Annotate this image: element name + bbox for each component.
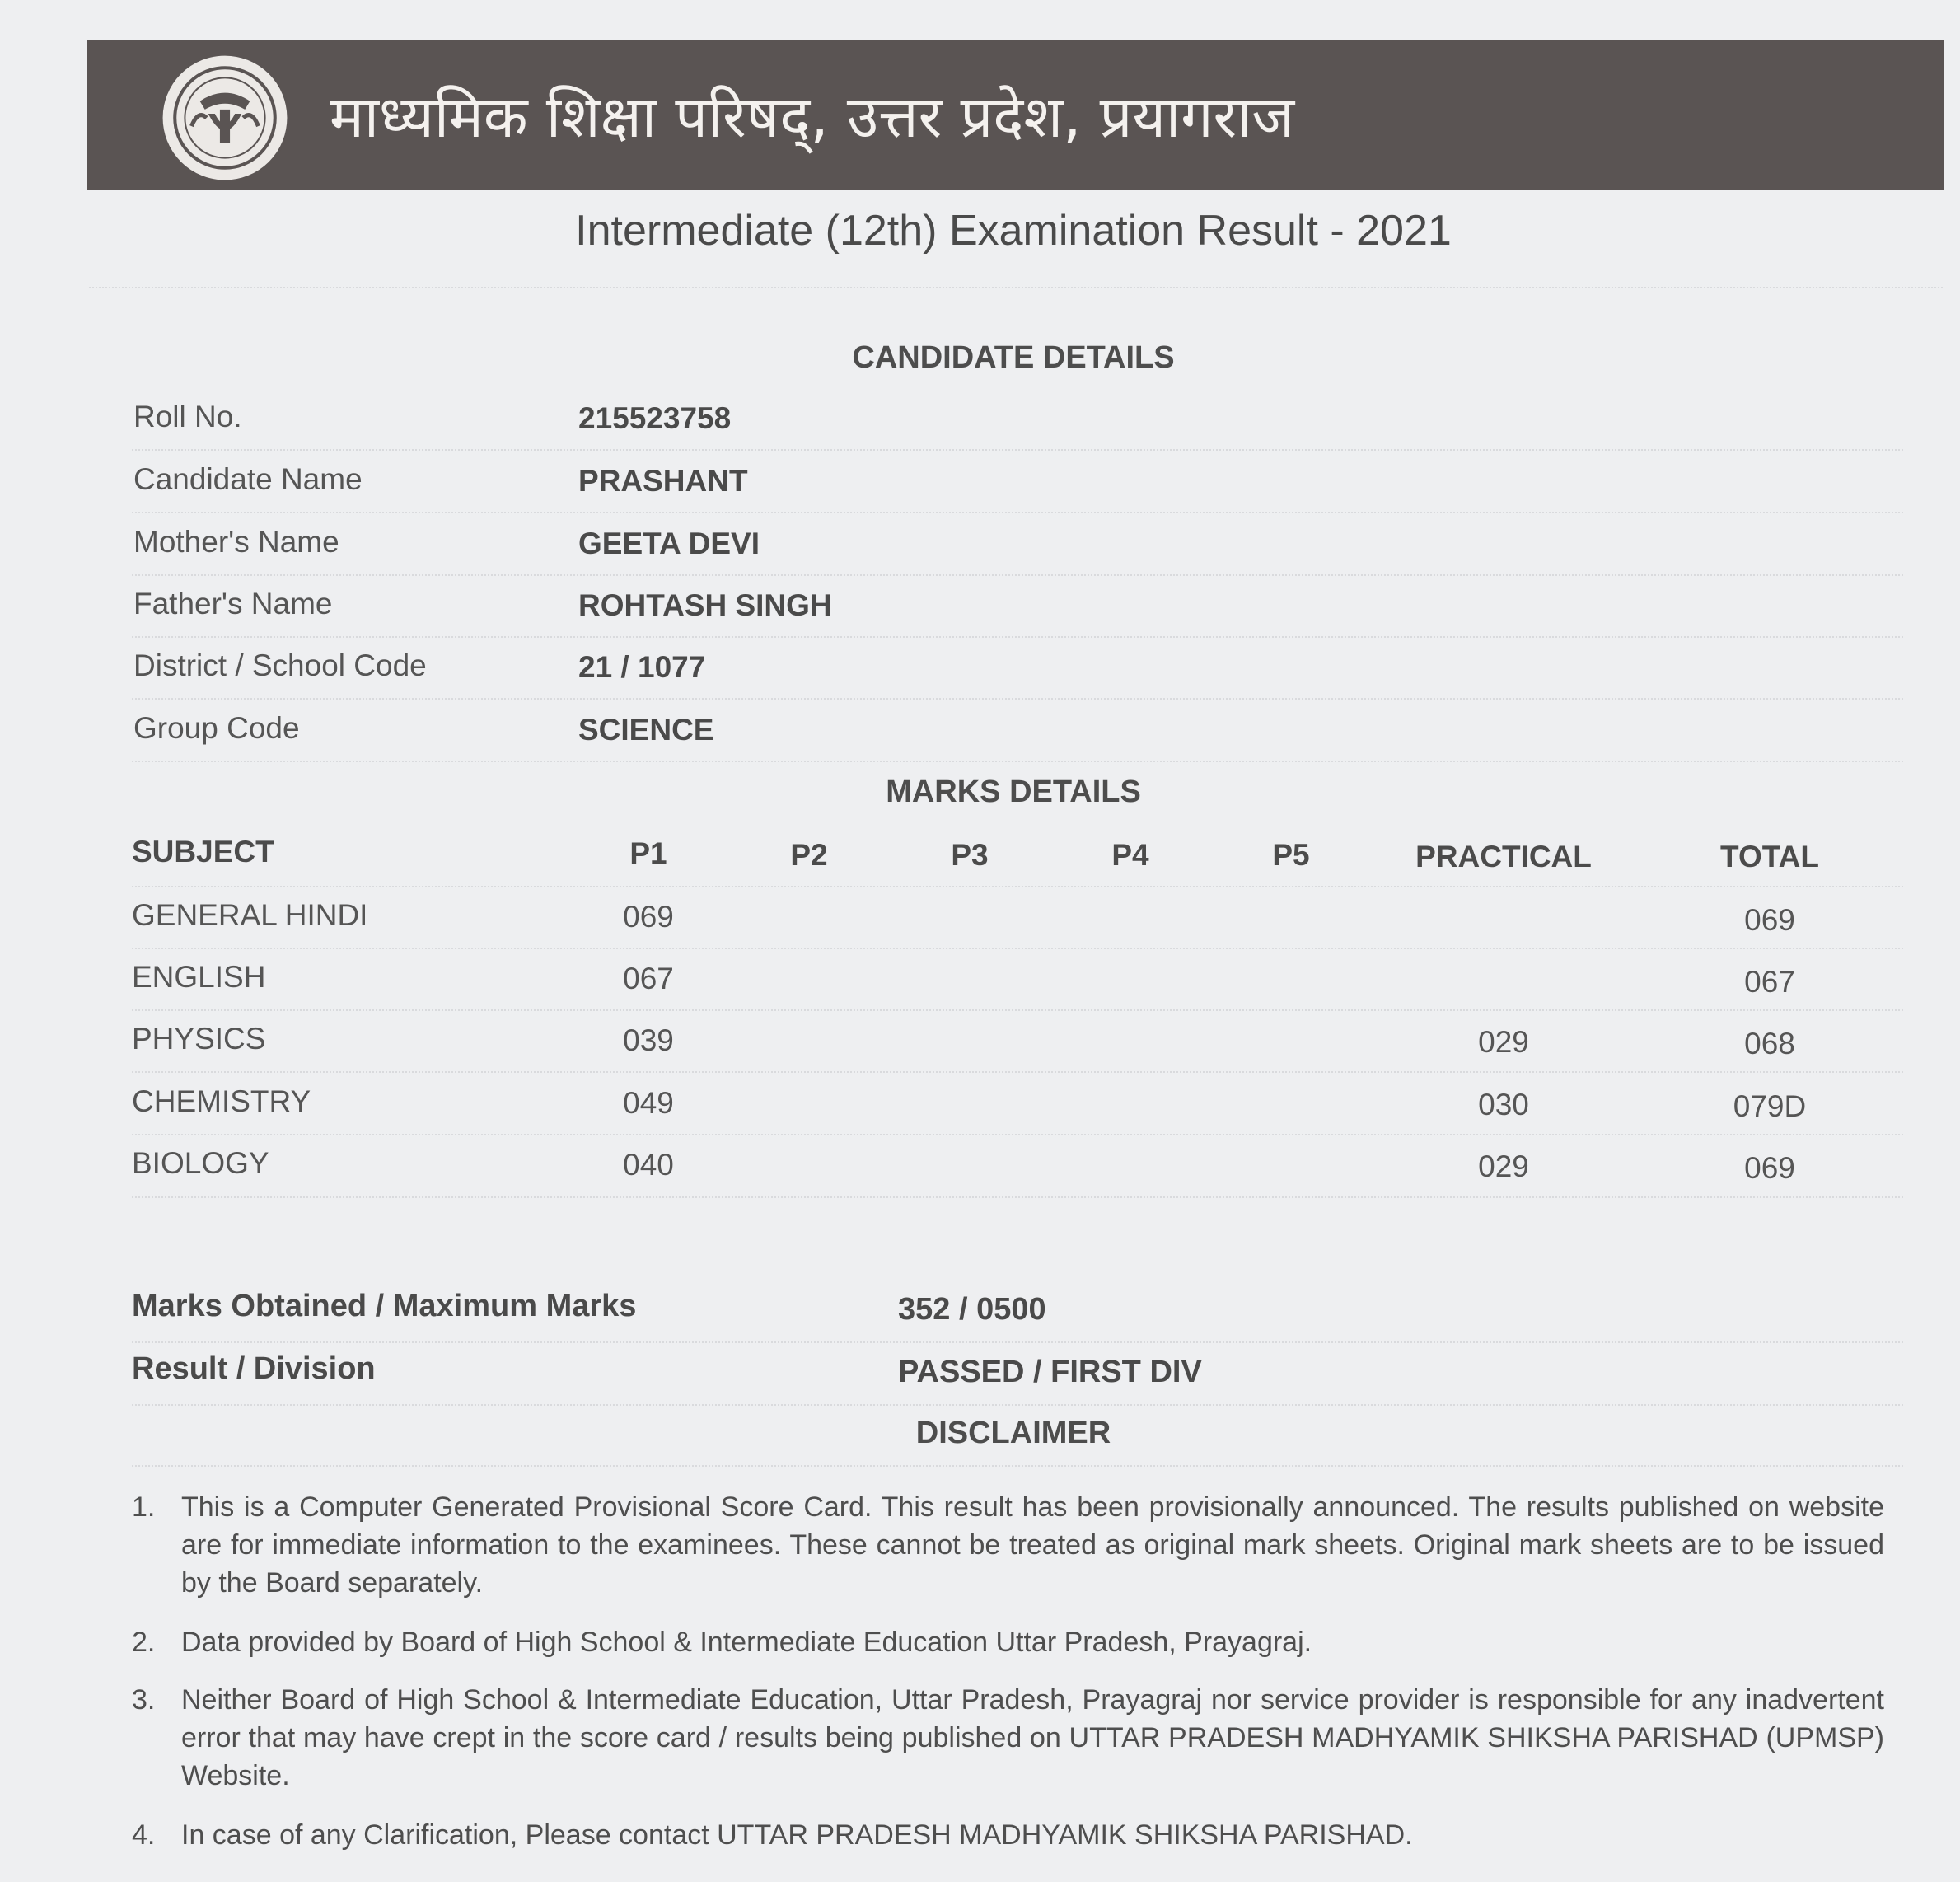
- column-header-p5: P5: [1272, 838, 1310, 872]
- list-item-text: Neither Board of High School & Intermediate Education, Uttar Pradesh, Prayagraj nor service provider is responsible for any inadvertent error that may have crept in the score card / results being published on UTTAR PRADESH MADHYAMIK SHIKSHA PARISHAD (UPMSP) Website.: [181, 1684, 1884, 1791]
- list-item-number: 4.: [132, 1819, 156, 1851]
- row-divider: [132, 449, 1903, 451]
- group-code-label: Group Code: [133, 711, 300, 745]
- p1-cell: 067: [623, 962, 674, 995]
- column-header-total: TOTAL: [1720, 840, 1819, 873]
- p1-cell: 069: [623, 900, 674, 934]
- list-item-number: 3.: [132, 1684, 156, 1716]
- candidate-details-heading: CANDIDATE DETAILS: [852, 340, 1175, 375]
- total-cell: 068: [1744, 1027, 1795, 1060]
- mother-name-label: Mother's Name: [133, 525, 339, 559]
- subject-cell: BIOLOGY: [132, 1146, 269, 1180]
- marks-obtained-label: Marks Obtained / Maximum Marks: [132, 1289, 637, 1323]
- list-item: [132, 1816, 1884, 1854]
- total-cell: 069: [1744, 1151, 1795, 1185]
- p1-cell: 049: [623, 1086, 674, 1120]
- row-divider: [132, 574, 1903, 576]
- column-header-p4: P4: [1111, 838, 1149, 872]
- list-item: [132, 1488, 1884, 1602]
- total-cell: 067: [1744, 965, 1795, 999]
- row-divider: [132, 698, 1903, 700]
- practical-cell: 029: [1478, 1025, 1529, 1059]
- roll-no-value: 215523758: [578, 401, 732, 435]
- disclaimer-heading: DISCLAIMER: [915, 1416, 1111, 1450]
- row-divider: [132, 1009, 1903, 1011]
- board-name-heading: माध्यमिक शिक्षा परिषद्, उत्तर प्रदेश, प्रयागराज: [330, 83, 1295, 151]
- row-divider: [132, 1404, 1903, 1406]
- list-item-text: This is a Computer Generated Provisional Score Card. This result has been provisionally announced. The results published on website are for immediate information to the examinees. These cannot be treated as original mark sheets. Original mark sheets are to be issued by the Board separately.: [181, 1491, 1884, 1599]
- row-divider: [132, 1465, 1903, 1467]
- board-emblem-logo: [158, 51, 292, 185]
- column-header-p3: P3: [951, 838, 989, 872]
- candidate-name-value: PRASHANT: [578, 464, 748, 498]
- row-divider: [132, 636, 1903, 638]
- column-header-p1: P1: [629, 836, 667, 870]
- father-name-value: ROHTASH SINGH: [578, 588, 832, 622]
- subject-cell: ENGLISH: [132, 960, 266, 994]
- row-divider: [132, 886, 1903, 887]
- mother-name-value: GEETA DEVI: [578, 527, 760, 560]
- practical-cell: 030: [1478, 1088, 1529, 1121]
- column-header-p2: P2: [790, 838, 828, 872]
- row-divider: [132, 948, 1903, 949]
- subject-cell: CHEMISTRY: [132, 1084, 311, 1118]
- list-item-number: 1.: [132, 1491, 156, 1523]
- list-item-text: Data provided by Board of High School & Intermediate Education Uttar Pradesh, Prayagraj.: [181, 1627, 1312, 1658]
- total-cell: 069: [1744, 903, 1795, 937]
- row-divider: [132, 1134, 1903, 1135]
- father-name-label: Father's Name: [133, 587, 333, 620]
- total-cell: 079D: [1733, 1089, 1807, 1123]
- practical-cell: 029: [1478, 1149, 1529, 1183]
- list-item-text: In case of any Clarification, Please contact UTTAR PRADESH MADHYAMIK SHIKSHA PARISHAD.: [181, 1819, 1413, 1851]
- exam-title: Intermediate (12th) Examination Result - 2021: [575, 207, 1452, 255]
- result-division-value: PASSED / FIRST DIV: [898, 1355, 1202, 1389]
- row-divider: [132, 1341, 1903, 1343]
- row-divider: [132, 761, 1903, 762]
- p1-cell: 039: [623, 1023, 674, 1057]
- row-divider: [132, 1071, 1903, 1073]
- district-school-code-label: District / School Code: [133, 648, 427, 682]
- column-header-practical: PRACTICAL: [1415, 840, 1592, 873]
- marks-details-heading: MARKS DETAILS: [886, 775, 1141, 809]
- subject-cell: GENERAL HINDI: [132, 898, 368, 932]
- p1-cell: 040: [623, 1148, 674, 1182]
- list-item-number: 2.: [132, 1627, 156, 1658]
- district-school-code-value: 21 / 1077: [578, 650, 706, 684]
- row-divider: [132, 1196, 1903, 1198]
- group-code-value: SCIENCE: [578, 713, 714, 747]
- marks-obtained-value: 352 / 0500: [898, 1292, 1046, 1327]
- list-item: [132, 1681, 1884, 1795]
- divider: [89, 287, 1943, 288]
- candidate-name-label: Candidate Name: [133, 462, 363, 496]
- row-divider: [132, 512, 1903, 513]
- list-item: [132, 1623, 1884, 1661]
- roll-no-label: Roll No.: [133, 400, 242, 433]
- subject-cell: PHYSICS: [132, 1022, 266, 1056]
- column-header-subject: SUBJECT: [132, 835, 274, 868]
- result-division-label: Result / Division: [132, 1351, 376, 1386]
